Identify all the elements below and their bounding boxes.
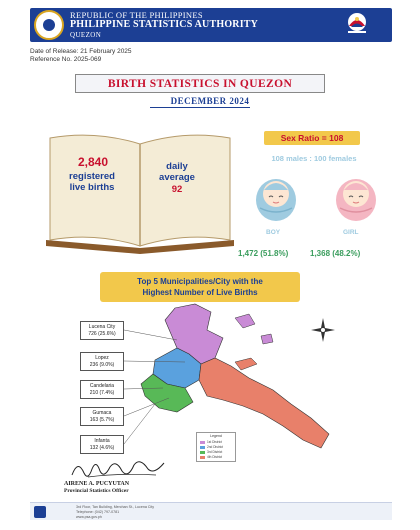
legend-label-1: 1st District <box>207 440 222 444</box>
legend-label-3: 3rd District <box>207 450 223 454</box>
legend-label-2: 2nd District <box>207 445 223 449</box>
footer-address: 3rd Floor, Tan Building, Merchan St., Lucena City <box>76 505 155 509</box>
psa-header <box>30 8 392 42</box>
legend-swatch-2 <box>200 446 205 449</box>
legend-title: Legend <box>210 434 222 438</box>
callout-line-lucena <box>124 330 177 340</box>
map-title-line2: Highest Number of Live Births <box>142 288 258 297</box>
sex-ratio-box <box>264 131 360 145</box>
reference-number: Reference No. 2025-069 <box>30 56 102 63</box>
legend-item-1 <box>200 440 236 444</box>
footer-website[interactable]: www.psa.gov.ph <box>76 515 102 519</box>
polillo-island <box>235 314 255 328</box>
legend-label-4: 4th District <box>207 455 223 459</box>
daily-average-label <box>146 161 208 183</box>
legend-swatch-3 <box>200 451 205 454</box>
top1-name: Lucena City <box>88 324 116 330</box>
callout-top5 <box>80 435 124 454</box>
boy-label: BOY <box>266 229 281 236</box>
sex-ratio-detail: 108 males : 100 females <box>271 154 357 163</box>
release-date: Date of Release: 21 February 2025 <box>30 48 132 55</box>
daily-average-label-line1: daily <box>166 161 188 172</box>
top2-name: Lopez <box>95 355 109 361</box>
map-title-box <box>100 272 300 302</box>
callout-top4 <box>80 407 124 426</box>
daily-average-value: 92 <box>171 184 183 195</box>
page-title: BIRTH STATISTICS IN QUEZON <box>107 78 293 90</box>
top4-value: 163 (5.7%) <box>89 417 115 423</box>
compass-rose-icon <box>310 317 336 343</box>
legend-swatch-4 <box>200 456 205 459</box>
callout-top1 <box>80 321 124 340</box>
handwritten-signature <box>68 455 168 483</box>
total-births-label-line1: registered <box>69 171 115 182</box>
girl-label: GIRL <box>343 229 359 236</box>
legend-item-2 <box>200 445 236 449</box>
header-agency: PHILIPPINE STATISTICS AUTHORITY <box>70 19 259 30</box>
top5-value: 132 (4.6%) <box>89 445 115 451</box>
header-province: QUEZON <box>70 31 102 39</box>
page-footer <box>30 502 392 520</box>
legend-item-3 <box>200 450 236 454</box>
map-legend <box>196 432 236 462</box>
baby-boy-icon <box>254 170 298 222</box>
jomalig-island <box>261 334 273 344</box>
callout-top2 <box>80 352 124 371</box>
subtitle-underline <box>150 107 250 108</box>
header-republic: REPUBLIC OF THE PHILIPPINES <box>70 10 203 20</box>
top3-name: Candelaria <box>89 383 115 389</box>
signatory-title: Provincial Statistics Officer <box>64 488 129 494</box>
signatory-name: AIRENE A. PUCYUTAN <box>64 481 130 487</box>
footer-logo <box>34 506 46 518</box>
total-births-label-line2: live births <box>69 182 115 193</box>
total-births-label <box>55 171 129 193</box>
bagong-pilipinas-logo <box>344 12 370 34</box>
psa-seal-logo <box>34 10 64 40</box>
top2-value: 236 (9.0%) <box>89 362 115 368</box>
footer-telephone: Telephone: (042) 797-0781 <box>76 510 120 514</box>
map-title <box>100 276 300 298</box>
legend-swatch-1 <box>200 441 205 444</box>
top5-name: Infanta <box>94 438 110 444</box>
release-info <box>30 48 132 64</box>
top1-value: 726 (25.6%) <box>88 331 116 337</box>
daily-average-label-line2: average <box>159 172 195 183</box>
alabat-island <box>235 358 257 370</box>
legend-item-4 <box>200 455 236 459</box>
total-births-value: 2,840 <box>77 155 109 169</box>
title-box <box>75 74 325 93</box>
girl-count: 1,368 (48.2%) <box>310 249 361 258</box>
top3-value: 210 (7.4%) <box>89 390 115 396</box>
sex-ratio-heading: Sex Ratio = 108 <box>280 133 344 143</box>
map-title-line1: Top 5 Municipalities/City with the <box>137 277 263 286</box>
callout-top3 <box>80 380 124 399</box>
baby-girl-icon <box>334 170 378 222</box>
top4-name: Gumaca <box>92 410 112 416</box>
page-subtitle: DECEMBER 2024 <box>170 96 250 106</box>
boy-count: 1,472 (51.8%) <box>238 249 289 258</box>
